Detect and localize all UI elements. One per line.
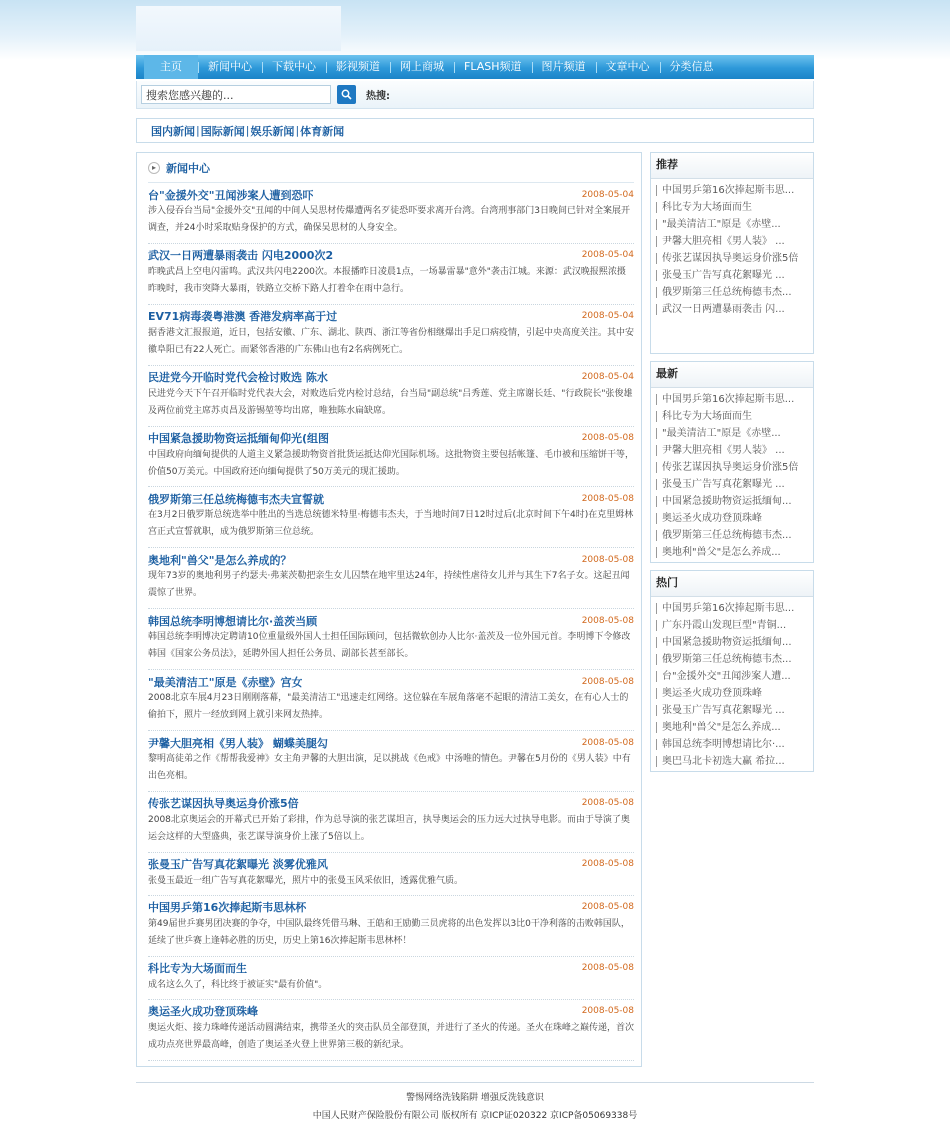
- article-date: 2008-05-04: [581, 372, 634, 383]
- article-header: [148, 960, 634, 977]
- article-summary: 涉入侵吞台当局"金援外交"丑闻的中间人吴思材传爆遭两名歹徒恐吓要求离开台湾。台湾刑事部门3日晚间已针对全案展开调查，并24小时采取贴身保护的方式，确保吴思材的人身安全。: [148, 206, 631, 233]
- sidebar-link[interactable]: 中国男乒第16次捧起斯韦思...: [656, 600, 813, 617]
- article-title[interactable]: 台"金援外交"丑闻涉案人遭到恐吓: [148, 188, 314, 202]
- nav-item-classifieds[interactable]: 分类信息: [660, 55, 724, 79]
- category-domestic-news[interactable]: 国内新闻: [151, 124, 195, 138]
- article-date: 2008-05-08: [581, 902, 634, 913]
- article-header: [148, 795, 634, 812]
- article-summary: 韩国总统李明博决定聘请10位重量级外国人士担任国际顾问，包括微软创办人比尔·盖茨及一位外国元首。李明博下令修改韩国《国家公务员法》，延聘外国人担任公务员、副部长甚至部长。: [148, 632, 631, 660]
- sidebar-link[interactable]: 张曼玉广告写真花絮曝光 ...: [656, 267, 813, 284]
- sidebar-link[interactable]: 科比专为大场面而生: [656, 199, 813, 216]
- nav-item-home[interactable]: 主页: [144, 55, 198, 79]
- article-header: [148, 899, 634, 916]
- nav-item-download[interactable]: 下载中心: [262, 55, 326, 79]
- article-summary: 据香港文汇报报道，近日，包括安徽、广东、湖北、陕西、浙江等省份相继爆出手足口病疫情，引起中央高度关注。其中安徽阜阳已有22人死亡。而紧邻香港的广东佛山也有2名病例死亡。: [148, 327, 634, 355]
- category-separator: |: [295, 124, 300, 137]
- nav-item-video[interactable]: 影视频道: [326, 55, 390, 79]
- site-logo[interactable]: [136, 6, 341, 51]
- sidebar-link[interactable]: 传张艺谋因执导奥运身价涨5倍: [656, 459, 813, 476]
- sidebar-link[interactable]: "最美清洁工"原是《赤壁...: [656, 216, 813, 233]
- sidebar-link[interactable]: 张曼玉广告写真花絮曝光 ...: [656, 702, 813, 719]
- sidebar-link[interactable]: 中国男乒第16次捧起斯韦思...: [656, 182, 813, 199]
- article-date: 2008-05-08: [581, 676, 634, 687]
- category-sports-news[interactable]: 体育新闻: [300, 124, 345, 138]
- news-article: [148, 957, 634, 1000]
- hot-title: 热门: [651, 571, 813, 597]
- search-button[interactable]: [337, 85, 356, 104]
- sidebar-link[interactable]: 韩国总统李明博想请比尔·...: [656, 736, 813, 753]
- article-title[interactable]: 尹馨大胆亮相《男人装》 蝴蝶美腿勾: [148, 736, 328, 750]
- footer-divider: [136, 1082, 814, 1083]
- recommend-title: 推荐: [651, 153, 813, 179]
- news-center-panel: [136, 152, 642, 1067]
- sidebar-link[interactable]: 奥运圣火成功登顶珠峰: [656, 510, 813, 527]
- article-header: [148, 430, 634, 447]
- article-header: [148, 186, 634, 203]
- latest-panel: [650, 361, 814, 563]
- article-summary: 奥运火炬、接力珠峰传递活动圆满结束，携带圣火的突击队员全部登顶，并进行了圣火的传递。圣火在珠峰之巅传递，首次成功点亮世界最高峰，创造了奥运圣火登上世界第三极的新纪录。: [148, 1022, 634, 1050]
- article-date: 2008-05-08: [581, 859, 634, 870]
- sidebar-link[interactable]: 张曼玉广告写真花絮曝光 ...: [656, 476, 813, 493]
- sidebar-link[interactable]: 中国紧急援助物资运抵缅甸...: [656, 634, 813, 651]
- sidebar-link[interactable]: 俄罗斯第三任总统梅德韦杰...: [656, 284, 813, 301]
- article-summary: 民进党今天下午召开临时党代表大会，对败选后党内检讨总结，台当局"副总统"吕秀莲、党主席谢长廷、"行政院长"张俊雄及两位前党主席苏贞昌及游锡堃等均出席，唯独陈水扁缺席。: [148, 388, 633, 416]
- article-list: [148, 183, 634, 1061]
- article-date: 2008-05-08: [581, 963, 634, 974]
- sidebar-link[interactable]: 中国男乒第16次捧起斯韦思...: [656, 391, 813, 408]
- news-article: [148, 427, 634, 488]
- recommend-panel: [650, 152, 814, 354]
- article-date: 2008-05-08: [581, 615, 634, 626]
- sidebar-link[interactable]: 尹馨大胆亮相《男人装》 ...: [656, 442, 813, 459]
- article-summary: 张曼玉最近一组广告写真花絮曝光，照片中的张曼玉风采依旧，透露优雅气质。: [148, 875, 464, 886]
- nav-item-news[interactable]: 新闻中心: [198, 55, 262, 79]
- hot-list: [651, 597, 813, 770]
- category-international-news[interactable]: 国际新闻: [200, 124, 245, 138]
- recommend-list: [651, 179, 813, 318]
- sidebar-link[interactable]: 广东丹霞山发现巨型"青铜...: [656, 617, 813, 634]
- latest-list: [651, 388, 813, 561]
- news-article: [148, 1000, 634, 1061]
- news-article: [148, 792, 634, 853]
- sidebar-link[interactable]: 中国紧急援助物资运抵缅甸...: [656, 493, 813, 510]
- sidebar-link[interactable]: 俄罗斯第三任总统梅德韦杰...: [656, 651, 813, 668]
- news-center-header: [148, 153, 634, 183]
- news-article: [148, 896, 634, 957]
- hot-search-label: 热搜:: [366, 91, 390, 102]
- article-date: 2008-05-08: [581, 554, 634, 565]
- news-article: [148, 670, 634, 731]
- article-title[interactable]: 传张艺谋因执导奥运身价涨5倍: [148, 797, 299, 811]
- news-center-title: 新闻中心: [166, 161, 210, 175]
- article-title[interactable]: 奥运圣火成功登顶珠峰: [148, 1005, 258, 1019]
- article-date: 2008-05-08: [581, 493, 634, 504]
- sidebar-link[interactable]: 奥运圣火成功登顶珠峰: [656, 685, 813, 702]
- sidebar-link[interactable]: 传张艺谋因执导奥运身价涨5倍: [656, 250, 813, 267]
- article-header: [148, 673, 634, 690]
- sidebar-link[interactable]: 奥地利"兽父"是怎么养成...: [656, 544, 813, 561]
- nav-item-flash[interactable]: FLASH频道: [454, 55, 532, 79]
- nav-item-pictures[interactable]: 图片频道: [532, 55, 596, 79]
- news-article: [148, 183, 634, 244]
- article-title[interactable]: 奥地利"兽父"是怎么养成的？: [148, 553, 292, 567]
- news-article: [148, 731, 634, 792]
- sidebar-link[interactable]: 台"金援外交"丑闻涉案人遭...: [656, 668, 813, 685]
- nav-item-articles[interactable]: 文章中心: [596, 55, 660, 79]
- main-nav: [136, 55, 814, 79]
- news-category-bar: [136, 118, 814, 143]
- chevron-right-icon: ▸: [148, 162, 160, 174]
- news-article: [148, 244, 634, 305]
- article-date: 2008-05-04: [581, 189, 634, 200]
- article-summary: 成名这么久了，科比终于被证实"最有价值"。: [148, 979, 328, 990]
- nav-item-shop[interactable]: 网上商城: [390, 55, 454, 79]
- sidebar-link[interactable]: 俄罗斯第三任总统梅德韦杰...: [656, 527, 813, 544]
- article-header: [148, 734, 634, 751]
- article-summary: 现年73岁的奥地利男子约瑟夫·弗莱茨勒把亲生女儿囚禁在地牢里达24年，持续性虐待女儿并与其生下7名子女。这起丑闻震惊了世界。: [148, 571, 630, 599]
- article-title[interactable]: 中国紧急援助物资运抵缅甸仰光(组图: [148, 432, 330, 446]
- latest-title: 最新: [651, 362, 813, 388]
- article-title[interactable]: 中国男乒第16次捧起斯韦思林杯: [148, 901, 307, 915]
- news-article: [148, 609, 634, 670]
- article-summary: 中国政府向缅甸提供的人道主义紧急援助物资首批货运抵达仰光国际机场。这批物资主要包括帐篷、毛巾被和压缩饼干等，价值50万美元。中国政府还向缅甸提供了50万美元的现汇援助。: [148, 449, 634, 477]
- article-header: [148, 247, 634, 264]
- news-article: [148, 305, 634, 366]
- article-header: [148, 369, 634, 386]
- article-title[interactable]: 张曼玉广告写真花絮曝光 淡雾优雅风: [148, 858, 328, 872]
- category-separator: |: [245, 124, 250, 137]
- article-header: [148, 551, 634, 568]
- article-title[interactable]: 俄罗斯第三任总统梅德韦杰夫宣誓就: [148, 492, 324, 506]
- news-article: [148, 548, 634, 609]
- news-article: [148, 853, 634, 896]
- article-header: [148, 308, 634, 325]
- article-title[interactable]: 武汉一日两遭暴雨袭击 闪电2000次2: [148, 249, 334, 263]
- article-date: 2008-05-08: [581, 737, 634, 748]
- article-header: [148, 612, 634, 629]
- category-entertainment-news[interactable]: 娱乐新闻: [250, 124, 295, 138]
- sidebar-link[interactable]: 科比专为大场面而生: [656, 408, 813, 425]
- hot-panel: [650, 570, 814, 772]
- footer-notice[interactable]: 警惕网络洗钱陷阱 增强反洗钱意识: [406, 1093, 544, 1103]
- article-title[interactable]: EV71病毒袭粤港澳 香港发病率高于过: [148, 310, 338, 324]
- article-date: 2008-05-08: [581, 433, 634, 444]
- sidebar-link[interactable]: 奥地利"兽父"是怎么养成...: [656, 719, 813, 736]
- article-date: 2008-05-04: [581, 250, 634, 261]
- news-article: [148, 366, 634, 427]
- search-input[interactable]: [141, 85, 331, 104]
- category-separator: |: [196, 124, 200, 137]
- article-title[interactable]: 民进党今开临时党代会检讨败选 陈水: [148, 371, 328, 385]
- article-summary: 2008北京奥运会的开幕式已开始了彩排，作为总导演的张艺谋坦言，执导奥运会的压力远大过执导电影。而由于导演了奥运会这样的大型盛典，张艺谋导演身价上涨了5倍以上。: [148, 814, 630, 842]
- article-title[interactable]: 科比专为大场面而生: [148, 962, 247, 976]
- article-summary: 昨晚武昌上空电闪雷鸣。武汉共闪电2200次。本报播昨日凌晨1点，一场暴雷暴"意外"袭击江城。来源：武汉晚报熙浓摄昨晚时，我市突降大暴雨，铁路立交桥下路人打着伞在雨中急行。: [148, 266, 626, 294]
- article-summary: 黎明高徒弟之作《帮帮我爱神》女主角尹馨的大胆出演，足以挑战《色戒》中汤唯的情色。尹馨在5月份的《男人装》中有出色亮相。: [148, 754, 631, 782]
- search-bar: [136, 81, 814, 109]
- article-summary: 在3月2日俄罗斯总统选举中胜出的当选总统德米特里·梅德韦杰夫，于当地时间7日12时过后(北京时间下午4时)在克里姆林宫正式宣誓就职，成为俄罗斯第三位总统。: [148, 510, 634, 538]
- article-date: 2008-05-08: [581, 798, 634, 809]
- sidebar-link[interactable]: 尹馨大胆亮相《男人装》 ...: [656, 233, 813, 250]
- article-date: 2008-05-08: [581, 1006, 634, 1017]
- article-date: 2008-05-04: [581, 311, 634, 322]
- sidebar-link[interactable]: 奥巴马北卡初选大赢 希拉...: [656, 753, 813, 770]
- news-article: [148, 487, 634, 548]
- sidebar-link[interactable]: "最美清洁工"原是《赤壁...: [656, 425, 813, 442]
- article-title[interactable]: "最美清洁工"原是《赤壁》宫女: [148, 675, 303, 689]
- footer-copyright: 中国人民财产保险股份有限公司 版权所有 京ICP证020322 京ICP备05069338号: [312, 1111, 638, 1121]
- sidebar-link[interactable]: 武汉一日两遭暴雨袭击 闪...: [656, 301, 813, 318]
- article-summary: 第49届世乒赛男团决赛的争夺，中国队最终凭借马琳、王皓和王励勤三员虎将的出色发挥以3比0干净利落的击败韩国队，延续了世乒赛上逢韩必胜的历史，历史上第16次捧起斯韦思林杯！: [148, 918, 630, 946]
- article-title[interactable]: 韩国总统李明博想请比尔·盖茨当顾: [148, 614, 318, 628]
- article-summary: 2008北京车展4月23日刚刚落幕，"最美清洁工"迅速走红网络。这位躲在车展角落毫不起眼的清洁工美女，在有心人士的偷拍下，照片一经放到网上就引来网友热捧。: [148, 693, 629, 721]
- article-header: [148, 856, 634, 873]
- article-header: [148, 1003, 634, 1020]
- search-icon: [341, 89, 352, 100]
- article-header: [148, 490, 634, 507]
